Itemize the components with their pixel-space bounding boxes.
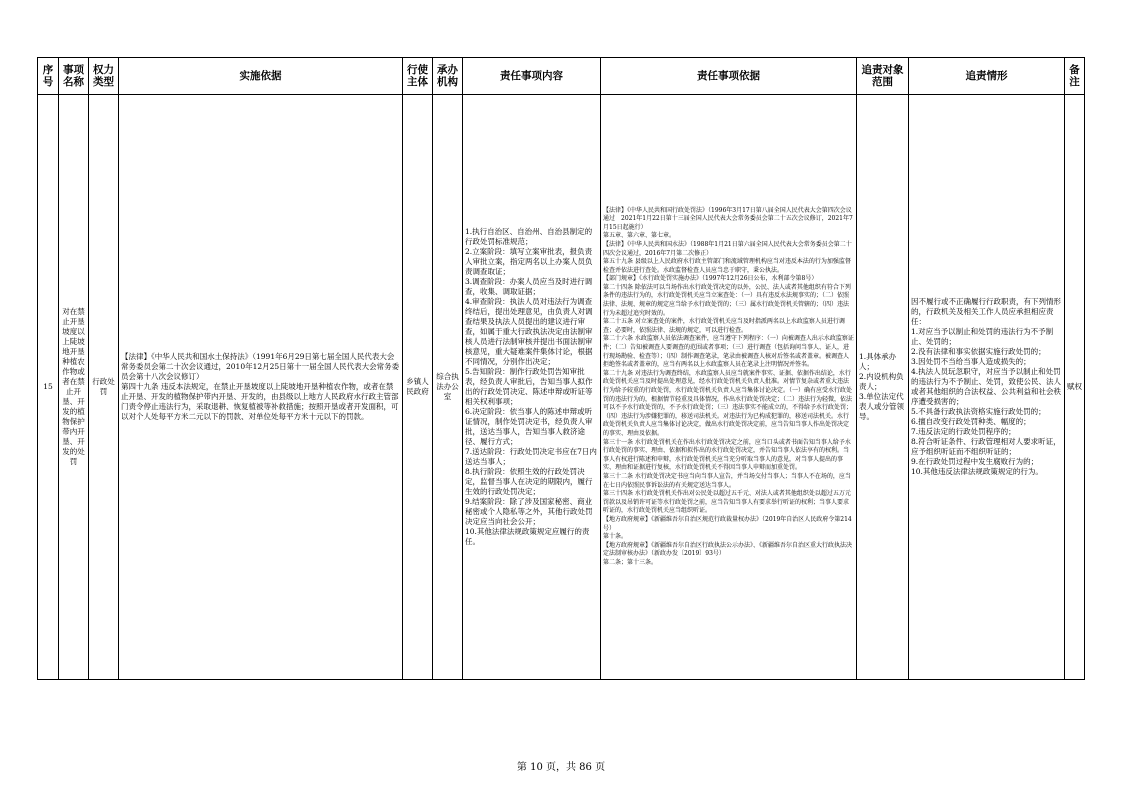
cell-accountability-cases: 因不履行或不正确履行行政职责，有下列情形的，行政机关及相关工作人员应承担相应责任： 1.对应当予以制止和处罚的违法行为不予制止、处罚的； 2.没有法律和事实依据实施行政处罚的； 3.因处罚不当给当事人造成损失的； 4.执法人员玩忽职守，对应当予以制止和处罚的违法行为不予制止、处罚，致使公民、法人或者其他组织的合法权益、公共利益和社会秩序遭受损害的； 5.不具备行政执法资格实施行政处罚的； 6.擅自改变行政处罚种类、幅度的； 7.违反法定的行政处罚程序的； 8.符合听证条件、行政管理相对人要求听证，应予组织听证而不组织听证的； 9.在行政处罚过程中发生腐败行为的； 10.其他违反法律法规政策规定的行为。: [909, 95, 1065, 680]
cell-agency: 综合执法办公室: [433, 95, 463, 680]
header-power-type: 权力类型: [89, 58, 119, 95]
header-accountability-scope: 追责对象范围: [857, 58, 909, 95]
cell-power-type: 行政处罚: [89, 95, 119, 680]
header-item-name: 事项名称: [59, 58, 89, 95]
header-row: [38, 58, 1085, 95]
page-footer: 第 10 页，共 86 页: [516, 762, 606, 773]
header-subject: 行使主体: [403, 58, 433, 95]
table-row: [38, 95, 1085, 680]
header-remarks: 备注: [1065, 58, 1085, 95]
header-agency: 承办机构: [433, 58, 463, 95]
header-duty-basis: 责任事项依据: [601, 58, 857, 95]
power-list-table: [37, 57, 1085, 680]
cell-seq: 15: [38, 95, 59, 680]
cell-basis: 【法律】《中华人民共和国水土保持法》（1991年6月29日第七届全国人民代表大会常务委员会第二十次会议通过，2010年12月25日第十一届全国人民代表大会常务委员会第十八次会议修订） 第四十九条 违反本法规定，在禁止开垦坡度以上陡坡地开垦种植农作物，或者在禁止开垦、开发的植物保护带内开垦、开发的，由县级以上地方人民政府水行政主管部门责令停止违法行为，采取退耕、恢复植被等补救措施；按照开垦或者开发面积，可以对个人处每平方米二元以下的罚款、对单位处每平方米十元以下的罚款。: [119, 95, 403, 680]
cell-duty-content: 1.执行自治区、自治州、自治县制定的行政处罚标准规范； 2.立案阶段：填写立案审批表，报负责人审批立案，指定两名以上办案人员负责调查取证； 3.调查阶段：办案人员应当及时进行调查，收集、调取证据； 4.审查阶段：执法人员对违法行为调查终结后，提出处理意见，由负责人对调查结果及执法人员提出的建议进行审查，如属于重大行政执法决定由法制审核人员进行法制审核并提出书面法制审核意见，重大疑难案件集体讨论，根据不同情况，分别作出决定； 5.告知阶段：制作行政处罚告知审批表，经负责人审批后，告知当事人拟作出的行政处罚决定、陈述申辩或听证等相关权利事项； 6.决定阶段：依当事人的陈述申辩或听证情况，制作处罚决定书，经负责人审批，送达当事人，告知当事人救济途径、履行方式； 7.送达阶段：行政处罚决定书应在7日内送达当事人； 8.执行阶段：依照生效的行政处罚决定，监督当事人在决定的期限内，履行生效的行政处罚决定； 9.结案阶段：除了涉及国家秘密、商业秘密或个人隐私等之外，其他行政处罚决定应当向社会公开； 10.其他法律法规政策规定应履行的责任。: [463, 95, 601, 680]
cell-item-name: 对在禁止开垦坡度以上陡坡地开垦种植农作物或者在禁止开垦、开发的植物保护带内开垦、开发的处罚: [59, 95, 89, 680]
header-accountability-cases: 追责情形: [909, 58, 1065, 95]
header-seq: 序号: [38, 58, 59, 95]
header-duty-content: 责任事项内容: [463, 58, 601, 95]
header-basis: 实施依据: [119, 58, 403, 95]
cell-duty-basis: 【法律】《中华人民共和国行政处罚法》（1996年3月17日第八届全国人民代表大会第四次会议通过 2021年1月22日第十三届全国人民代表大会常务委员会第二十五次会议修订，2021年7月15日起施行） 第五章、第六章、第七章。 【法律】《中华人民共和国水法》（1988年1月21日第六届全国人民代表大会常务委员会第二十四次会议通过，2016年7月第二次修正） 第五十九条 县级以上人民政府水行政主管部门和流域管理机构应当对违反本法的行为加强监督检查并依法进行查处。水政监督检查人员应当忠于职守，秉公执法。 【部门规章】《水行政处罚实施办法》（1997年12月26日公布，水利部令第8号） 第二十四条 除依法可以当场作出水行政处罚决定的以外，公民、法人或者其他组织有符合下列条件的违法行为的，水行政处罚机关应当立案查处：（一）具有违反水法规事实的；（二）依照法律、法规、规章的规定应当给予水行政处罚的；（三）属水行政处罚机关管辖的；（四）违法行为未超过追究时效的。 第二十五条 对立案查处的案件，水行政处罚机关应当及时指派两名以上水政监察人员进行调查；必要时，依照法律、法规的规定，可以进行检查。 第二十六条 水政监察人员依法调查案件，应当遵守下列程序：（一）向被调查人出示水政监察证件；（二）告知被调查人要调查的范围或者事项；（三）进行调查（包括询问当事人、证人，进行现场勘验、检查等）；（四）制作调查笔录，笔录由被调查人核对后签名或者盖章。被调查人拒绝签名或者盖章的，应当有两名以上水政监察人员在笔录上注明情况并签名。 第二十九条 对违法行为调查终结，水政监察人员应当就案件事实、证据、依据作出结论，水行政处罚机关应当及时提出处理意见，经水行政处罚机关负责人批准。对情节复杂或者重大违法行为给予较重的行政处罚，水行政处罚机关负责人应当集体讨论决定。（一）确有应受水行政处罚的违法行为的，根据情节轻重及具体情况，作出水行政处罚决定；（二）违法行为轻微，依法可以不予水行政处罚的，不予水行政处罚；（三）违法事实不能成立的，不得给予水行政处罚；（四）违法行为涉嫌犯罪的，移送司法机关。对违法行为已构成犯罪的，移送司法机关。水行政处罚机关负责人应当集体讨论决定，做出水行政处罚决定前，应当告知当事人作出处罚决定的事实、理由及依据。 第三十一条 水行政处罚机关在作出水行政处罚决定之前，应当口头或者书面告知当事人给予水行政处罚的事实、理由、依据和拟作出的水行政处罚决定，并告知当事人依法享有的权利。当事人有权进行陈述和申辩，水行政处罚机关应当充分听取当事人的意见，对当事人提出的事实、理由和证据进行复核，水行政处罚机关不得因当事人申辩而加重处罚。 第三十二条 水行政处罚决定书应当向当事人宣告，并当场交付当事人；当事人不在场的，应当在七日内依照民事诉讼法的有关规定送达当事人。 第三十四条 水行政处罚机关作出对公民处以超过五千元、对法人或者其他组织处以超过五万元罚款以及吊销许可证等水行政处罚之前，应当告知当事人有要求举行听证的权利；当事人要求听证的，水行政处罚机关应当组织听证。 【地方政府规章】《新疆维吾尔自治区规范行政裁量权办法》（2019年自治区人民政府令第214号） 第十条。 【地方政府规章】《新疆维吾尔自治区行政执法公示办法》、《新疆维吾尔自治区重大行政执法决定法制审核办法》（新政办发〔2019〕93号） 第二条；第十三条。: [601, 95, 857, 680]
cell-remarks: 赋权: [1065, 95, 1085, 680]
cell-accountability-scope: 1.具体承办人； 2.内设机构负责人； 3.单位法定代表人或分管领导。: [857, 95, 909, 680]
cell-subject: 乡镇人民政府: [403, 95, 433, 680]
